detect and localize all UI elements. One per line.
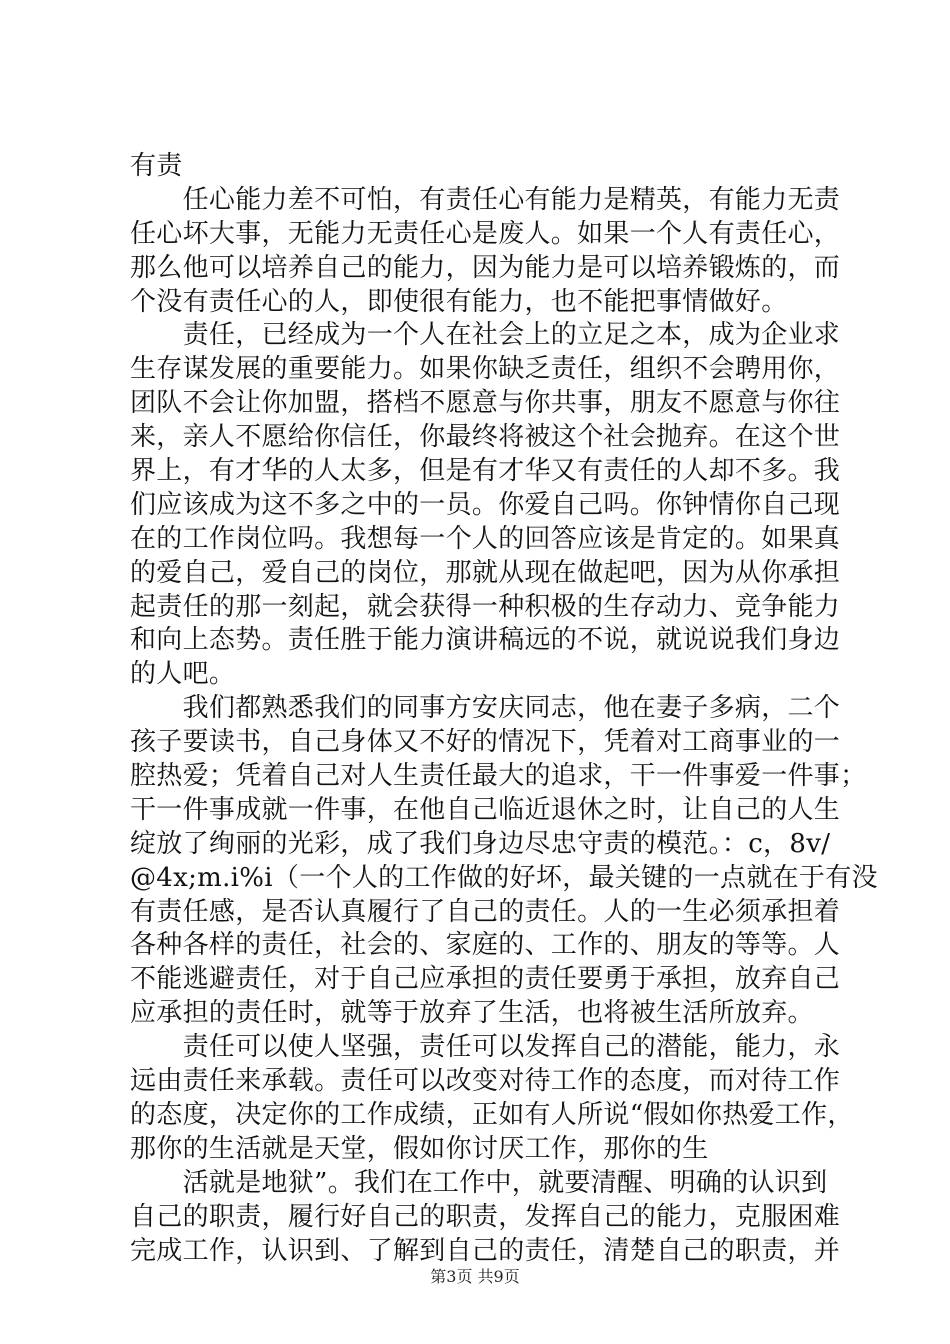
text-line: 任心能力差不可怕，有责任心有能力是精英，有能力无责 bbox=[130, 184, 841, 215]
text-line: 责任，已经成为一个人在社会上的立足之本，成为企业求 bbox=[130, 320, 841, 351]
text-line: 的人吧。 bbox=[130, 659, 236, 690]
text-line: 我们都熟悉我们的同事方安庆同志，他在妻子多病，二个 bbox=[130, 693, 841, 724]
text-line: 那么他可以培养自己的能力，因为能力是可以培养锻炼的，而 bbox=[130, 252, 841, 283]
text-line: 腔热爱；凭着自己对人生责任最大的追求，干一件事爱一件事； bbox=[130, 761, 867, 792]
document-body bbox=[130, 150, 878, 1268]
text-line: @4x;m.i%i（一个人的工作做的好坏，最关键的一点就在于有没 bbox=[130, 862, 878, 893]
text-line: 和向上态势。责任胜于能力演讲稿远的不说，就说说我们身边 bbox=[130, 625, 841, 656]
page-number: 第3页 共9页 bbox=[430, 1267, 520, 1286]
text-line: 团队不会让你加盟，搭档不愿意与你共事，朋友不愿意与你往 bbox=[130, 388, 841, 419]
text-line: 应承担的责任时，就等于放弃了生活，也将被生活所放弃。 bbox=[130, 998, 814, 1029]
text-line: 各种各样的责任，社会的、家庭的、工作的、朋友的等等。人 bbox=[130, 930, 841, 961]
text-line: 来，亲人不愿给你信任，你最终将被这个社会抛弃。在这个世 bbox=[130, 422, 841, 453]
text-line: 起责任的那一刻起，就会获得一种积极的生存动力、竞争能力 bbox=[130, 591, 841, 622]
text-line: 任心坏大事，无能力无责任心是废人。如果一个人有责任心， bbox=[130, 218, 841, 249]
text-line: 自己的职责，履行好自己的职责，发挥自己的能力，克服困难 bbox=[130, 1201, 841, 1232]
text-line: 不能逃避责任，对于自己应承担的责任要勇于承担，放弃自己 bbox=[130, 964, 841, 995]
text-line: 干一件事成就一件事，在他自己临近退休之时，让自己的人生 bbox=[130, 794, 841, 825]
text-line: 远由责任来承载。责任可以改变对待工作的态度，而对待工作 bbox=[130, 1066, 841, 1097]
text-line: 那你的生活就是天堂，假如你讨厌工作，那你的生 bbox=[130, 1133, 709, 1164]
text-line: 责任可以使人坚强，责任可以发挥自己的潜能，能力，永 bbox=[130, 1032, 841, 1063]
text-line: 的态度，决定你的工作成绩，正如有人所说“假如你热爱工作， bbox=[130, 1099, 854, 1130]
text-line: 个没有责任心的人，即使很有能力，也不能把事情做好。 bbox=[130, 286, 788, 317]
text-line: 活就是地狱”。我们在工作中，就要清醒、明确的认识到 bbox=[130, 1167, 828, 1198]
text-line: 们应该成为这不多之中的一员。你爱自己吗。你钟情你自己现 bbox=[130, 489, 841, 520]
text-line: 绽放了绚丽的光彩，成了我们身边尽忠守责的模范。：c，8v/ bbox=[130, 828, 831, 859]
text-line: 有责 bbox=[130, 151, 183, 181]
text-line: 界上，有才华的人太多，但是有才华又有责任的人却不多。我 bbox=[130, 456, 841, 487]
text-line: 完成工作，认识到、了解到自己的责任，清楚自己的职责，并 bbox=[130, 1235, 841, 1266]
text-line: 的爱自己，爱自己的岗位，那就从现在做起吧，因为从你承担 bbox=[130, 557, 841, 588]
text-line: 孩子要读书，自己身体又不好的情况下，凭着对工商事业的一 bbox=[130, 727, 841, 758]
text-line: 生存谋发展的重要能力。如果你缺乏责任，组织不会聘用你， bbox=[130, 354, 841, 385]
text-line: 在的工作岗位吗。我想每一个人的回答应该是肯定的。如果真 bbox=[130, 523, 841, 554]
text-line: 有责任感，是否认真履行了自己的责任。人的一生必须承担着 bbox=[130, 896, 841, 927]
